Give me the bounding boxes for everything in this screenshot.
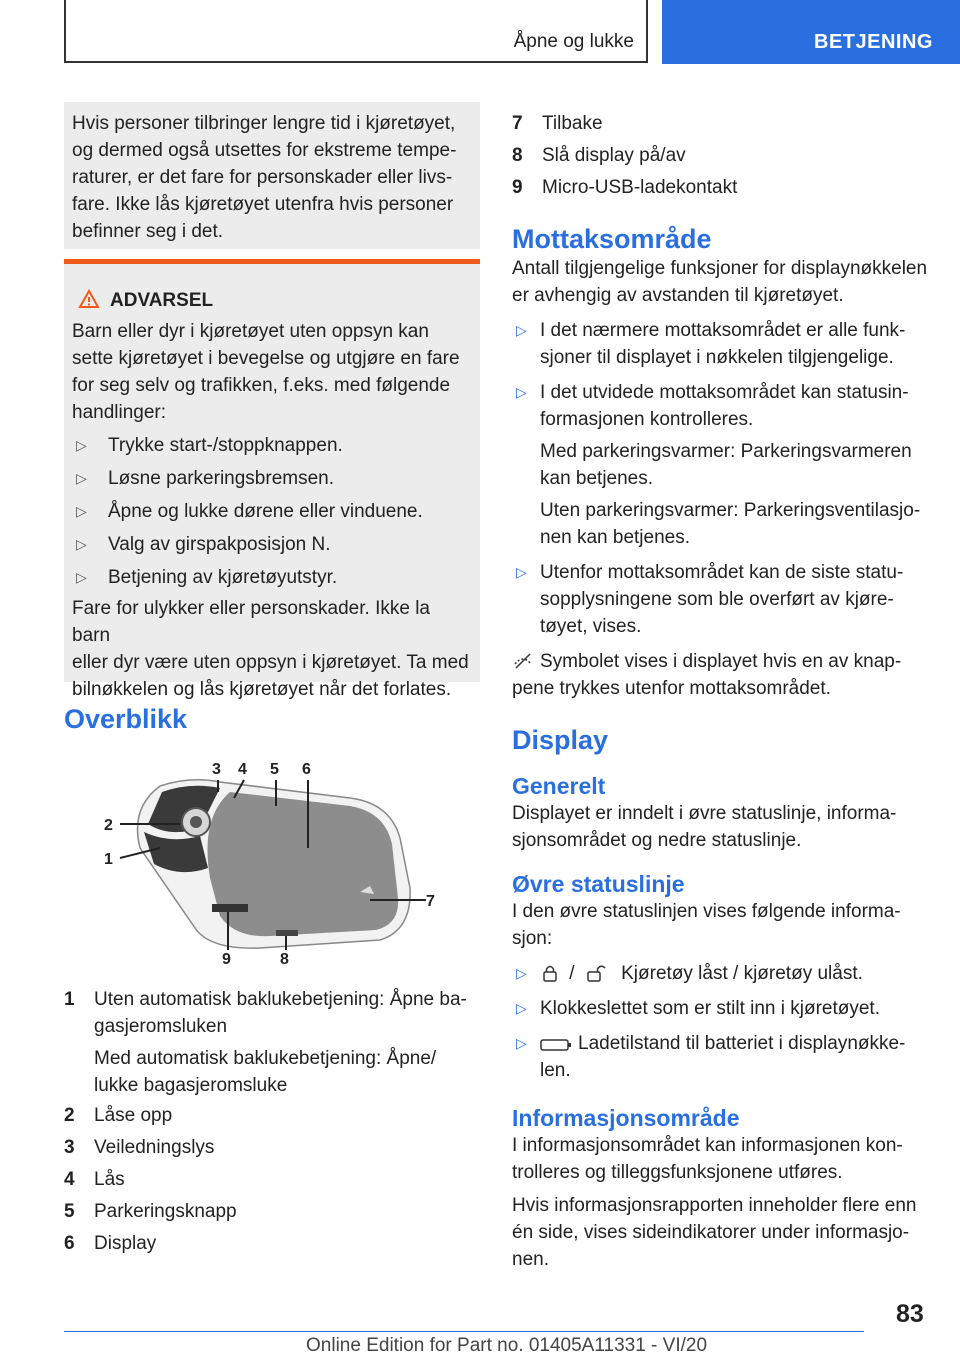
overview-list-left	[64, 986, 480, 1257]
figure-label-9: 9	[222, 951, 231, 966]
item-text: Parkeringsknapp	[94, 1201, 237, 1222]
item-text: Uten automatisk baklukebetjening: Åpne ba-	[94, 989, 467, 1010]
list-item	[512, 142, 932, 169]
info-area-text: nen.	[512, 1249, 549, 1270]
header-section-title: Åpne og lukke	[513, 31, 634, 52]
item-number: 6	[64, 1233, 75, 1254]
item-text: lukke bagasjeromsluke	[94, 1075, 288, 1096]
bullet-triangle-icon: ▷	[76, 536, 87, 552]
key-logo-center	[190, 816, 202, 828]
bullet-text: Med parkeringsvarmer: Parkeringsvarmeren	[540, 441, 912, 462]
bullet-text: nen kan betjenes.	[540, 527, 691, 548]
figure-label-8: 8	[280, 951, 289, 966]
bullet-text: sopplysningene som ble overført av kjøre-	[540, 589, 894, 610]
warning-item: Åpne og lukke dørene eller vinduene.	[108, 501, 423, 522]
figure-label-3: 3	[212, 761, 221, 778]
reception-intro: er avhengig av avstanden til kjøretøyet.	[512, 285, 844, 306]
bullet-text: Kjøretøy låst / kjøretøy ulåst.	[621, 963, 863, 984]
upper-status-intro: sjon:	[512, 928, 553, 949]
bullet-triangle-icon: ▷	[516, 1035, 527, 1051]
general-heading: Generelt	[512, 773, 606, 799]
info-area-text: I informasjonsområdet kan informasjonen kon-	[512, 1135, 903, 1156]
bullet-text: Utenfor mottaksområdet kan de siste statu-	[540, 562, 904, 583]
item-number: 3	[64, 1137, 75, 1158]
info-area-text: én side, vises sideindikatorer under informasjo-	[512, 1222, 910, 1243]
battery-icon	[540, 1038, 572, 1052]
bullet-text: sjoner til displayet i nøkkelen tilgjengelige.	[540, 347, 894, 368]
figure-label-7: 7	[426, 893, 435, 910]
info-line: fare. Ikke lås kjøretøyet utenfra hvis personer	[72, 194, 454, 215]
item-number: 7	[512, 113, 523, 134]
warning-text: Fare for ulykker eller personskader. Ikke la barn	[72, 598, 430, 646]
warning-text: for seg selv og trafikken, f.eks. med følgende	[72, 375, 451, 396]
warning-title: ADVARSEL	[110, 290, 214, 311]
info-box-text	[72, 110, 472, 245]
page-number: 83	[896, 1300, 924, 1328]
bullet-triangle-icon: ▷	[76, 569, 87, 585]
status-bullet	[512, 960, 932, 987]
item-text: Med automatisk baklukebetjening: Åpne/	[94, 1048, 437, 1069]
item-text: Slå display på/av	[542, 145, 686, 166]
warning-text: handlinger:	[72, 402, 167, 423]
warning-content	[72, 287, 472, 703]
bullet-text: len.	[540, 1060, 571, 1081]
reception-bullet	[512, 379, 932, 551]
info-line: raturer, er det fare for personskader eller livs-	[72, 167, 453, 188]
display-heading: Display	[512, 725, 609, 755]
info-line: Hvis personer tilbringer lengre tid i kjøretøyet,	[72, 113, 456, 134]
list-item	[64, 1166, 480, 1193]
figure-label-1: 1	[104, 851, 113, 868]
list-item	[64, 1198, 480, 1225]
list-item	[64, 1230, 480, 1257]
figure-label-5: 5	[270, 761, 279, 778]
figure-label-6: 6	[302, 761, 311, 778]
warning-item: Valg av girspakposisjon N.	[108, 534, 331, 555]
bullet-text: I det nærmere mottaksområdet er alle funk-	[540, 320, 906, 341]
list-item	[64, 986, 480, 1099]
unlock-icon	[586, 964, 610, 982]
key-power-button	[276, 930, 298, 936]
item-text: Tilbake	[542, 113, 603, 134]
upper-status-intro: I den øvre statuslinjen vises følgende informa-	[512, 901, 901, 922]
item-number: 2	[64, 1105, 75, 1126]
item-text: Lås	[94, 1169, 125, 1190]
list-item	[512, 174, 932, 201]
no-signal-icon	[512, 652, 534, 670]
item-text: Micro-USB-ladekontakt	[542, 177, 738, 198]
item-text: Låse opp	[94, 1105, 173, 1126]
key-usb-port	[212, 904, 248, 912]
bullet-triangle-icon: ▷	[76, 503, 87, 519]
key-display	[208, 792, 399, 936]
info-area-text: trolleres og tilleggsfunksjonene utføres.	[512, 1162, 843, 1183]
bullet-text: I det utvidede mottaksområdet kan statusin-	[540, 382, 909, 403]
symbol-note	[512, 648, 932, 675]
header-chapter-tab: BETJENING	[662, 0, 960, 64]
footer-divider	[64, 1331, 864, 1332]
separator: /	[569, 963, 575, 984]
warning-item: Betjening av kjøretøyutstyr.	[108, 567, 338, 588]
warning-item: Løsne parkeringsbremsen.	[108, 468, 334, 489]
warning-text: Barn eller dyr i kjøretøyet uten oppsyn kan	[72, 321, 429, 342]
bullet-triangle-icon: ▷	[516, 1000, 527, 1016]
bullet-triangle-icon: ▷	[76, 437, 87, 453]
bullet-text: Ladetilstand til batteriet i displaynøkke-	[578, 1033, 906, 1054]
header-section-box	[64, 0, 648, 63]
info-line: befinner seg i det.	[72, 221, 224, 242]
general-text: sjonsområdet og nedre statuslinje.	[512, 830, 802, 851]
reception-bullet	[512, 317, 932, 371]
bullet-triangle-icon: ▷	[516, 564, 527, 580]
status-bullet	[512, 995, 932, 1022]
bullet-triangle-icon: ▷	[516, 322, 527, 338]
item-text: Display	[94, 1233, 157, 1254]
info-area-heading: Informasjonsområde	[512, 1105, 740, 1131]
bullet-text: Klokkeslettet som er stilt inn i kjøretøyet.	[540, 998, 880, 1019]
footer-edition: Online Edition for Part no. 01405A11331 - VI/20	[306, 1335, 708, 1356]
bullet-text: Uten parkeringsvarmer: Parkeringsventilasjo-	[540, 500, 921, 521]
figure-label-4: 4	[238, 761, 247, 778]
bullet-text: formasjonen kontrolleres.	[540, 409, 754, 430]
symbol-note-text: pene trykkes utenfor mottaksområdet.	[512, 678, 831, 699]
upper-status-heading: Øvre statuslinje	[512, 871, 685, 897]
status-bullet	[512, 1030, 932, 1084]
right-column	[512, 110, 932, 1273]
symbol-note-text: Symbolet vises i displayet hvis en av knap-	[540, 651, 902, 672]
figure-label-2: 2	[104, 817, 113, 834]
reception-intro: Antall tilgjengelige funksjoner for displaynøkkelen	[512, 258, 928, 279]
info-line: og dermed også utsettes for ekstreme tempe-	[72, 140, 457, 161]
warning-text: eller dyr være uten oppsyn i kjøretøyet. Ta med	[72, 652, 469, 673]
warning-text: bilnøkkelen og lås kjøretøyet når det forlates.	[72, 679, 452, 700]
overview-heading: Overblikk	[64, 704, 188, 734]
bullet-triangle-icon: ▷	[516, 965, 527, 981]
item-text: Veiledningslys	[94, 1137, 215, 1158]
overview-section	[64, 706, 480, 733]
bullet-text: kan betjenes.	[540, 468, 654, 489]
item-number: 1	[64, 989, 75, 1010]
reception-heading: Mottaksområde	[512, 224, 712, 254]
warning-item: Trykke start-/stoppknappen.	[108, 435, 343, 456]
reception-bullet	[512, 559, 932, 640]
bullet-triangle-icon: ▷	[76, 470, 87, 486]
list-item	[64, 1102, 480, 1129]
item-number: 9	[512, 177, 523, 198]
item-number: 4	[64, 1169, 75, 1190]
bullet-text: tøyet, vises.	[540, 616, 642, 637]
display-key-figure	[100, 758, 440, 966]
general-text: Displayet er inndelt i øvre statuslinje, informa-	[512, 803, 897, 824]
list-item	[64, 1134, 480, 1161]
item-text: gasjeromsluken	[94, 1016, 228, 1037]
warning-triangle-icon	[78, 289, 100, 309]
info-area-text: Hvis informasjonsrapporten inneholder flere enn	[512, 1195, 917, 1216]
bullet-triangle-icon: ▷	[516, 384, 527, 400]
list-item	[512, 110, 932, 137]
warning-text: sette kjøretøyet i bevegelse og utgjøre en fare	[72, 348, 460, 369]
item-number: 8	[512, 145, 523, 166]
item-number: 5	[64, 1201, 75, 1222]
lock-icon	[542, 964, 558, 982]
